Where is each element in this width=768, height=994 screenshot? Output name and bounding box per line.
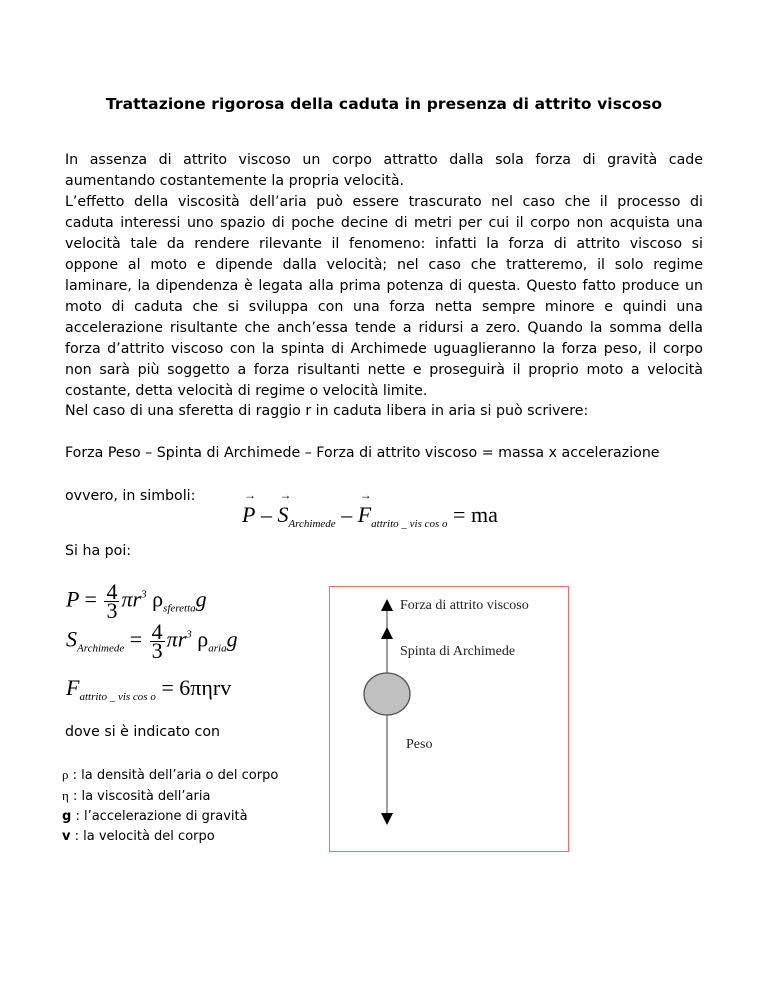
formula-buoyancy: $S_{Archimede}$ = $\frac{4}{3}$ $\pi r^3$ $\rho_{aria}g$ <box>66 619 238 663</box>
symbol-legend <box>62 765 278 847</box>
weight-arrow-icon <box>381 813 393 825</box>
friction-force-label: Forza di attrito viscoso <box>400 598 529 613</box>
vector-f: → F <box>358 502 371 528</box>
paragraph-line: caduta interessi uno spazio di poche decine di metri per cui il corpo non acquista una <box>65 215 703 231</box>
sphere-intro-text: Nel caso di una sferetta di raggio r in caduta libera in aria si può scrivere: <box>65 403 589 419</box>
vector-p: → P <box>242 502 255 528</box>
formula-friction: $F_{attrito \_ vis cos o} = 6\pi\eta rv$ <box>66 675 232 703</box>
legend-item: ρ : la densità dell’aria o del corpo <box>62 767 279 783</box>
paragraph-line: aumentando costantemente la propria velocità. <box>65 173 405 189</box>
force-diagram-graphic <box>330 587 570 853</box>
symbols-intro-text: ovvero, in simboli: <box>65 488 196 504</box>
paragraph-line: velocità tale da rendere rilevante il fenomeno: infatti la forza di attrito viscoso si <box>65 236 703 252</box>
paragraph-line: accelerazione risultante che anch’essa tende a ridursi a zero. Quando la somma della <box>65 320 703 336</box>
paragraph-line: forza d’attrito viscoso con la spinta di Archimede uguaglieranno la forza peso, il corpo <box>65 341 703 357</box>
also-intro-text: Si ha poi: <box>65 543 132 559</box>
legend-item: η : la viscosità dell’aria <box>62 788 211 804</box>
equation-rhs: = ma <box>453 502 498 527</box>
friction-arrow-icon <box>381 599 393 611</box>
sphere-icon <box>364 673 410 715</box>
legend-item: g : l’accelerazione di gravità <box>62 809 248 824</box>
where-intro-text: dove si è indicato con <box>65 724 221 740</box>
intro-paragraph <box>65 150 703 402</box>
paragraph-line: In assenza di attrito viscoso un corpo attratto dalla sola forza di gravità cade <box>65 152 703 168</box>
main-equation: → P – → $S_{Archimede}$ – → $F_{attrito \_ vis cos o}$ = ma <box>242 502 498 530</box>
paragraph-line: L’effetto della viscosità dell’aria può essere trascurato nel caso che il processo di <box>65 194 703 210</box>
paragraph-line: laminare, la dipendenza è legata alla prima potenza di questa. Questo fatto produce un <box>65 278 703 294</box>
buoyancy-force-label: Spinta di Archimede <box>400 644 516 659</box>
word-equation: Forza Peso – Spinta di Archimede – Forza di attrito viscoso = massa x accelerazione <box>65 445 660 461</box>
paragraph-line: moto di caduta che si sviluppa con una forza netta sempre minore e quindi una <box>65 299 703 315</box>
buoyancy-arrow-icon <box>381 627 393 639</box>
formula-weight: P = $\frac{4}{3}$ $\pi r^3$ $\rho_{sferetta}g$ <box>66 579 207 623</box>
vector-s: → S <box>277 502 288 528</box>
document-title: Trattazione rigorosa della caduta in presenza di attrito viscoso <box>105 95 663 113</box>
force-diagram <box>329 586 569 852</box>
paragraph-line: non sarà più soggetto a forza risultanti nette e proseguirà il proprio moto a velocità <box>65 362 703 378</box>
paragraph-line: costante, detta velocità di regime o velocità limite. <box>65 383 428 399</box>
weight-force-label: Peso <box>406 737 433 752</box>
legend-item: v : la velocità del corpo <box>62 829 215 844</box>
paragraph-line: oppone al moto e dipende dalla velocità; nel caso che tratteremo, il solo regime <box>65 257 703 273</box>
